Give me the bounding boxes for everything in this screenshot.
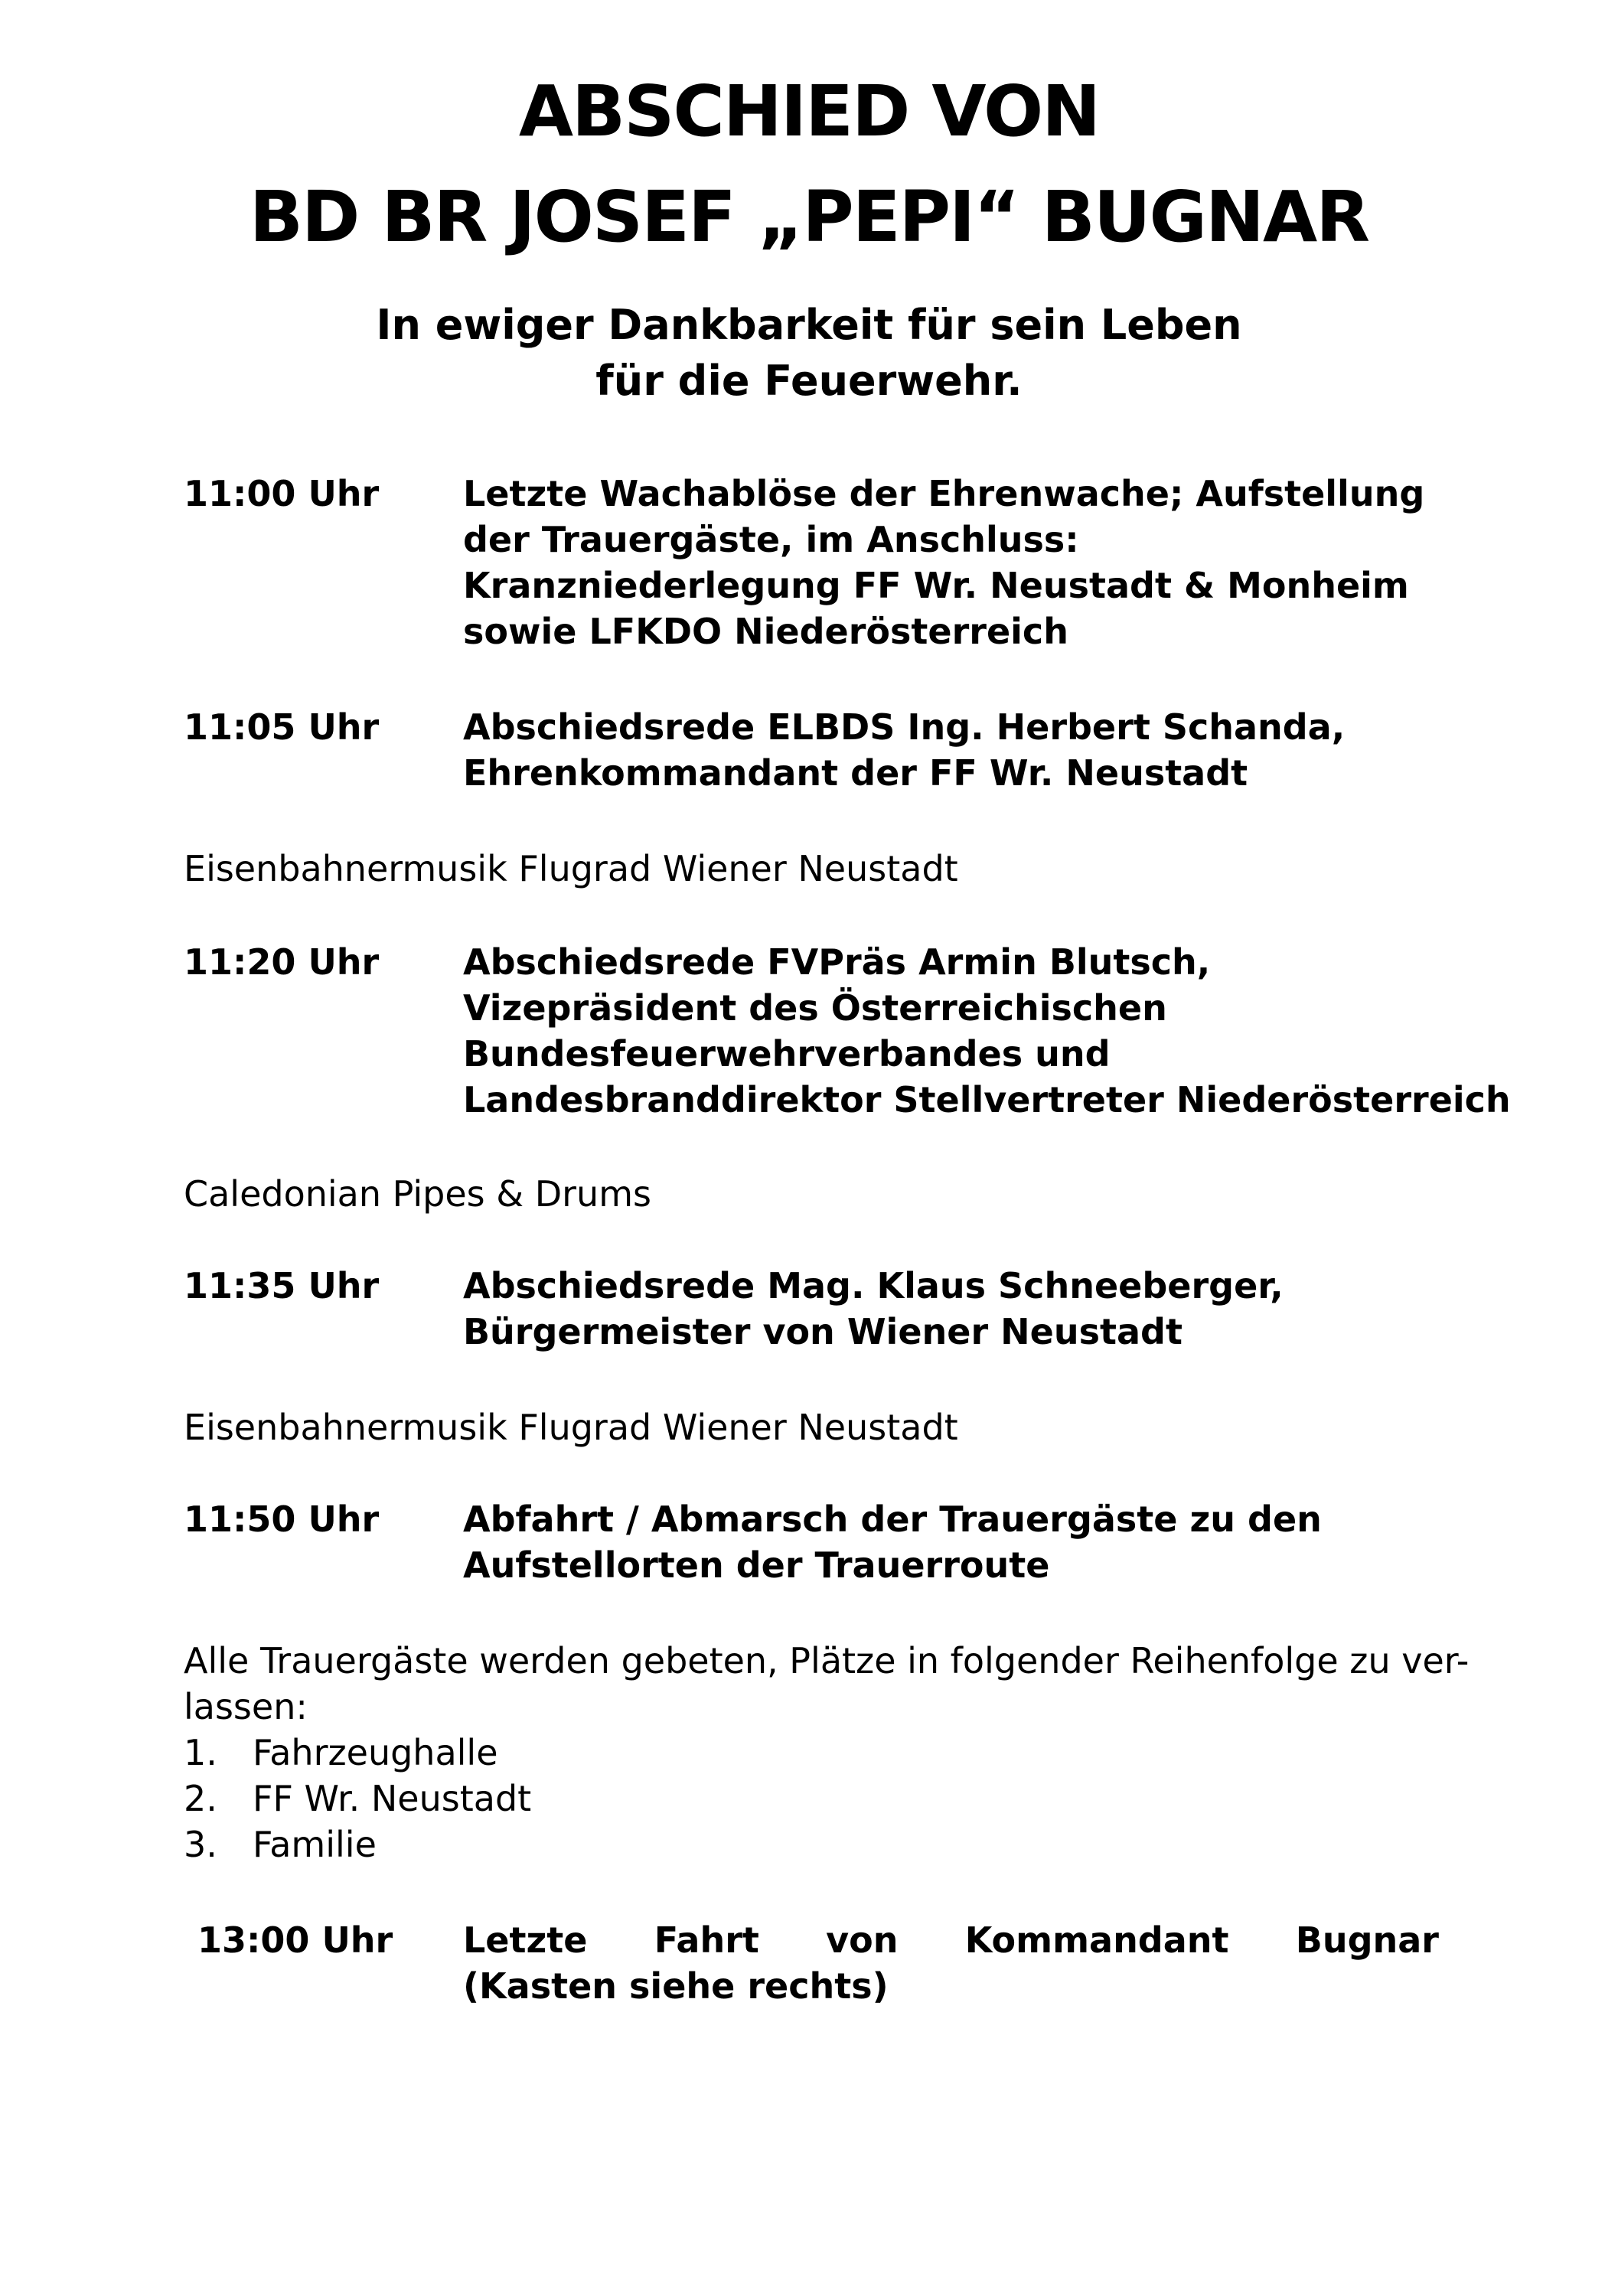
schedule-description <box>463 1917 1443 2009</box>
subtitle-line-2: für die Feuerwehr. <box>595 357 1023 405</box>
schedule-time: 13:00 Uhr <box>197 1919 393 1961</box>
list-label: Fahrzeughalle <box>253 1732 498 1773</box>
music-note: Caledonian Pipes & Drums <box>184 1173 651 1215</box>
schedule-time: 11:00 Uhr <box>184 473 380 514</box>
schedule-description <box>463 939 1511 1123</box>
instruction-line: Alle Trauergäste werden gebeten, Plätze in folgender Reihenfolge zu ver- <box>184 1640 1470 1681</box>
page-title-line-1: ABSCHIED VON <box>518 70 1100 152</box>
schedule-description <box>463 704 1443 796</box>
instruction-line: lassen: <box>184 1686 308 1727</box>
description-line <box>463 1917 1439 1963</box>
list-number: 1. <box>184 1732 217 1773</box>
schedule-time: 11:50 Uhr <box>184 1499 380 1540</box>
schedule-description <box>463 1263 1443 1355</box>
description-line: Kranzniederlegung FF Wr. Neustadt & Monheim <box>463 565 1409 606</box>
music-note: Eisenbahnermusik Flugrad Wiener Neustadt <box>184 848 958 889</box>
schedule-description <box>463 1496 1443 1588</box>
list-label: Familie <box>253 1824 377 1865</box>
order-list-item <box>184 1730 498 1776</box>
list-number: 3. <box>184 1824 217 1865</box>
list-label: FF Wr. Neustadt <box>253 1778 532 1819</box>
description-line: Abschiedsrede Mag. Klaus Schneeberger, <box>463 1265 1284 1306</box>
description-line: Bundesfeuerwehrverbandes und <box>463 1033 1111 1075</box>
word: Bugnar <box>1295 1919 1439 1961</box>
description-line: Landesbranddirektor Stellvertreter Niederösterreich <box>463 1079 1511 1120</box>
music-note: Eisenbahnermusik Flugrad Wiener Neustadt <box>184 1407 958 1448</box>
schedule-time: 11:35 Uhr <box>184 1265 380 1306</box>
order-list-item <box>184 1776 531 1821</box>
word: von <box>826 1919 899 1961</box>
description-line: der Trauergäste, im Anschluss: <box>463 519 1079 560</box>
word: Letzte <box>463 1919 588 1961</box>
description-line: Abfahrt / Abmarsch der Trauergäste zu den <box>463 1499 1322 1540</box>
subtitle-line-1: In ewiger Dankbarkeit für sein Leben <box>376 301 1242 349</box>
description-line: Ehrenkommandant der FF Wr. Neustadt <box>463 752 1248 794</box>
schedule-time: 11:05 Uhr <box>184 706 380 748</box>
list-number: 2. <box>184 1778 217 1819</box>
description-line: Vizepräsident des Österreichischen <box>463 987 1167 1029</box>
page-title-line-2: BD BR JOSEF „PEPI“ BUGNAR <box>249 176 1369 258</box>
description-line: Abschiedsrede ELBDS Ing. Herbert Schanda, <box>463 706 1346 748</box>
description-line: (Kasten siehe rechts) <box>463 1965 889 2007</box>
description-line: Bürgermeister von Wiener Neustadt <box>463 1311 1183 1352</box>
word: Kommandant <box>964 1919 1229 1961</box>
description-line: Letzte Wachablöse der Ehrenwache; Aufstellung <box>463 473 1425 514</box>
description-line: Aufstellorten der Trauerroute <box>463 1544 1050 1586</box>
schedule-time: 11:20 Uhr <box>184 941 380 983</box>
description-line: sowie LFKDO Niederösterreich <box>463 611 1068 652</box>
order-list-item <box>184 1821 377 1867</box>
schedule-description <box>463 471 1443 654</box>
instruction-text <box>184 1638 1469 1730</box>
word: Fahrt <box>654 1919 759 1961</box>
description-line: Abschiedsrede FVPräs Armin Blutsch, <box>463 941 1211 983</box>
